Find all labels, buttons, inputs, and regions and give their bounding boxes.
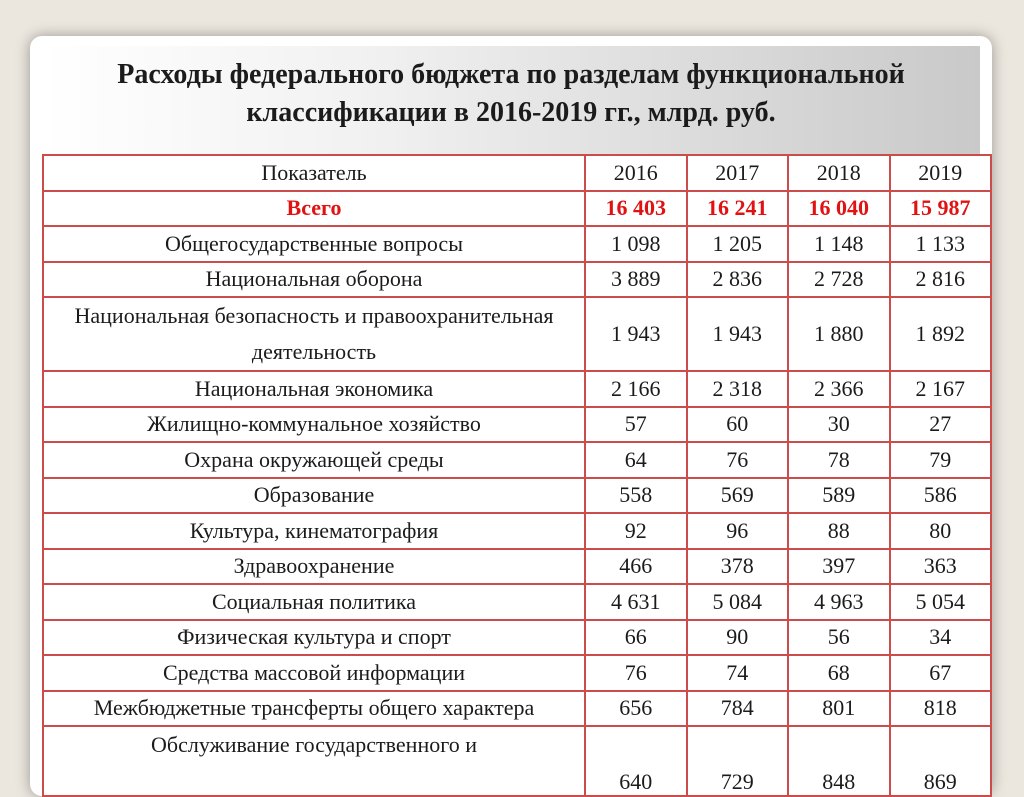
row-value: 27 (890, 407, 992, 443)
row-value: 4 963 (788, 584, 890, 620)
table-row (43, 442, 991, 478)
year-header: 2018 (788, 155, 890, 191)
row-value: 656 (585, 691, 687, 727)
row-value: 16 241 (687, 191, 789, 227)
row-value: 1 133 (890, 226, 992, 262)
row-value: 64 (585, 442, 687, 478)
row-value: 784 (687, 691, 789, 727)
row-label: Обслуживание государственного и (43, 726, 585, 796)
row-value: 2 816 (890, 262, 992, 298)
row-value: 79 (890, 442, 992, 478)
row-value: 74 (687, 655, 789, 691)
row-value: 586 (890, 478, 992, 514)
table-row (43, 226, 991, 262)
row-label: Общегосударственные вопросы (43, 226, 585, 262)
budget-table (42, 154, 992, 797)
row-label: Национальная безопасность и правоохранительная деятельность (43, 297, 585, 371)
row-value: 30 (788, 407, 890, 443)
row-value: 1 205 (687, 226, 789, 262)
row-value: 92 (585, 513, 687, 549)
row-value: 78 (788, 442, 890, 478)
year-header: 2017 (687, 155, 789, 191)
row-value: 68 (788, 655, 890, 691)
table-row (43, 549, 991, 585)
row-label: Всего (43, 191, 585, 227)
table-row (43, 584, 991, 620)
row-value: 558 (585, 478, 687, 514)
table-row (43, 691, 991, 727)
row-value: 1 098 (585, 226, 687, 262)
row-value: 569 (687, 478, 789, 514)
row-value: 4 631 (585, 584, 687, 620)
row-value: 729 (687, 726, 789, 796)
table-row (43, 371, 991, 407)
row-value: 1 943 (687, 297, 789, 371)
slide-title: Расходы федерального бюджета по разделам функциональной классификации в 2016-2019 гг., млрд. руб. (117, 59, 905, 128)
table-row (43, 297, 991, 371)
row-label: Охрана окружающей среды (43, 442, 585, 478)
header-row (43, 155, 991, 191)
row-label: Культура, кинематография (43, 513, 585, 549)
row-value: 1 892 (890, 297, 992, 371)
row-value: 67 (890, 655, 992, 691)
row-value: 2 167 (890, 371, 992, 407)
row-value: 2 318 (687, 371, 789, 407)
row-value: 34 (890, 620, 992, 656)
row-value: 76 (687, 442, 789, 478)
row-value: 56 (788, 620, 890, 656)
year-header: 2016 (585, 155, 687, 191)
row-value: 3 889 (585, 262, 687, 298)
row-value: 96 (687, 513, 789, 549)
row-value: 818 (890, 691, 992, 727)
row-label: Межбюджетные трансферты общего характера (43, 691, 585, 727)
row-value: 363 (890, 549, 992, 585)
row-value: 88 (788, 513, 890, 549)
row-value: 16 403 (585, 191, 687, 227)
row-label: Средства массовой информации (43, 655, 585, 691)
row-value: 66 (585, 620, 687, 656)
header-label: Показатель (43, 155, 585, 191)
row-value: 2 836 (687, 262, 789, 298)
row-label: Образование (43, 478, 585, 514)
table-row (43, 620, 991, 656)
row-value: 2 728 (788, 262, 890, 298)
row-value: 640 (585, 726, 687, 796)
row-label: Национальная экономика (43, 371, 585, 407)
year-header: 2019 (890, 155, 992, 191)
row-value: 16 040 (788, 191, 890, 227)
row-value: 397 (788, 549, 890, 585)
row-label: Социальная политика (43, 584, 585, 620)
table-row (43, 655, 991, 691)
row-value: 869 (890, 726, 992, 796)
row-value: 76 (585, 655, 687, 691)
row-value: 15 987 (890, 191, 992, 227)
row-value: 466 (585, 549, 687, 585)
row-label: Здравоохранение (43, 549, 585, 585)
row-value: 2 366 (788, 371, 890, 407)
row-value: 57 (585, 407, 687, 443)
table-row (43, 407, 991, 443)
row-value: 80 (890, 513, 992, 549)
row-value: 1 880 (788, 297, 890, 371)
row-value: 60 (687, 407, 789, 443)
row-value: 5 054 (890, 584, 992, 620)
row-value: 801 (788, 691, 890, 727)
row-value: 848 (788, 726, 890, 796)
row-value: 2 166 (585, 371, 687, 407)
row-value: 90 (687, 620, 789, 656)
table-row (43, 262, 991, 298)
row-value: 1 148 (788, 226, 890, 262)
row-value: 589 (788, 478, 890, 514)
row-value: 1 943 (585, 297, 687, 371)
row-label: Физическая культура и спорт (43, 620, 585, 656)
table-row (43, 726, 991, 796)
table-row (43, 513, 991, 549)
row-label: Жилищно-коммунальное хозяйство (43, 407, 585, 443)
total-row (43, 191, 991, 227)
row-value: 378 (687, 549, 789, 585)
table-row (43, 478, 991, 514)
row-value: 5 084 (687, 584, 789, 620)
row-label: Национальная оборона (43, 262, 585, 298)
